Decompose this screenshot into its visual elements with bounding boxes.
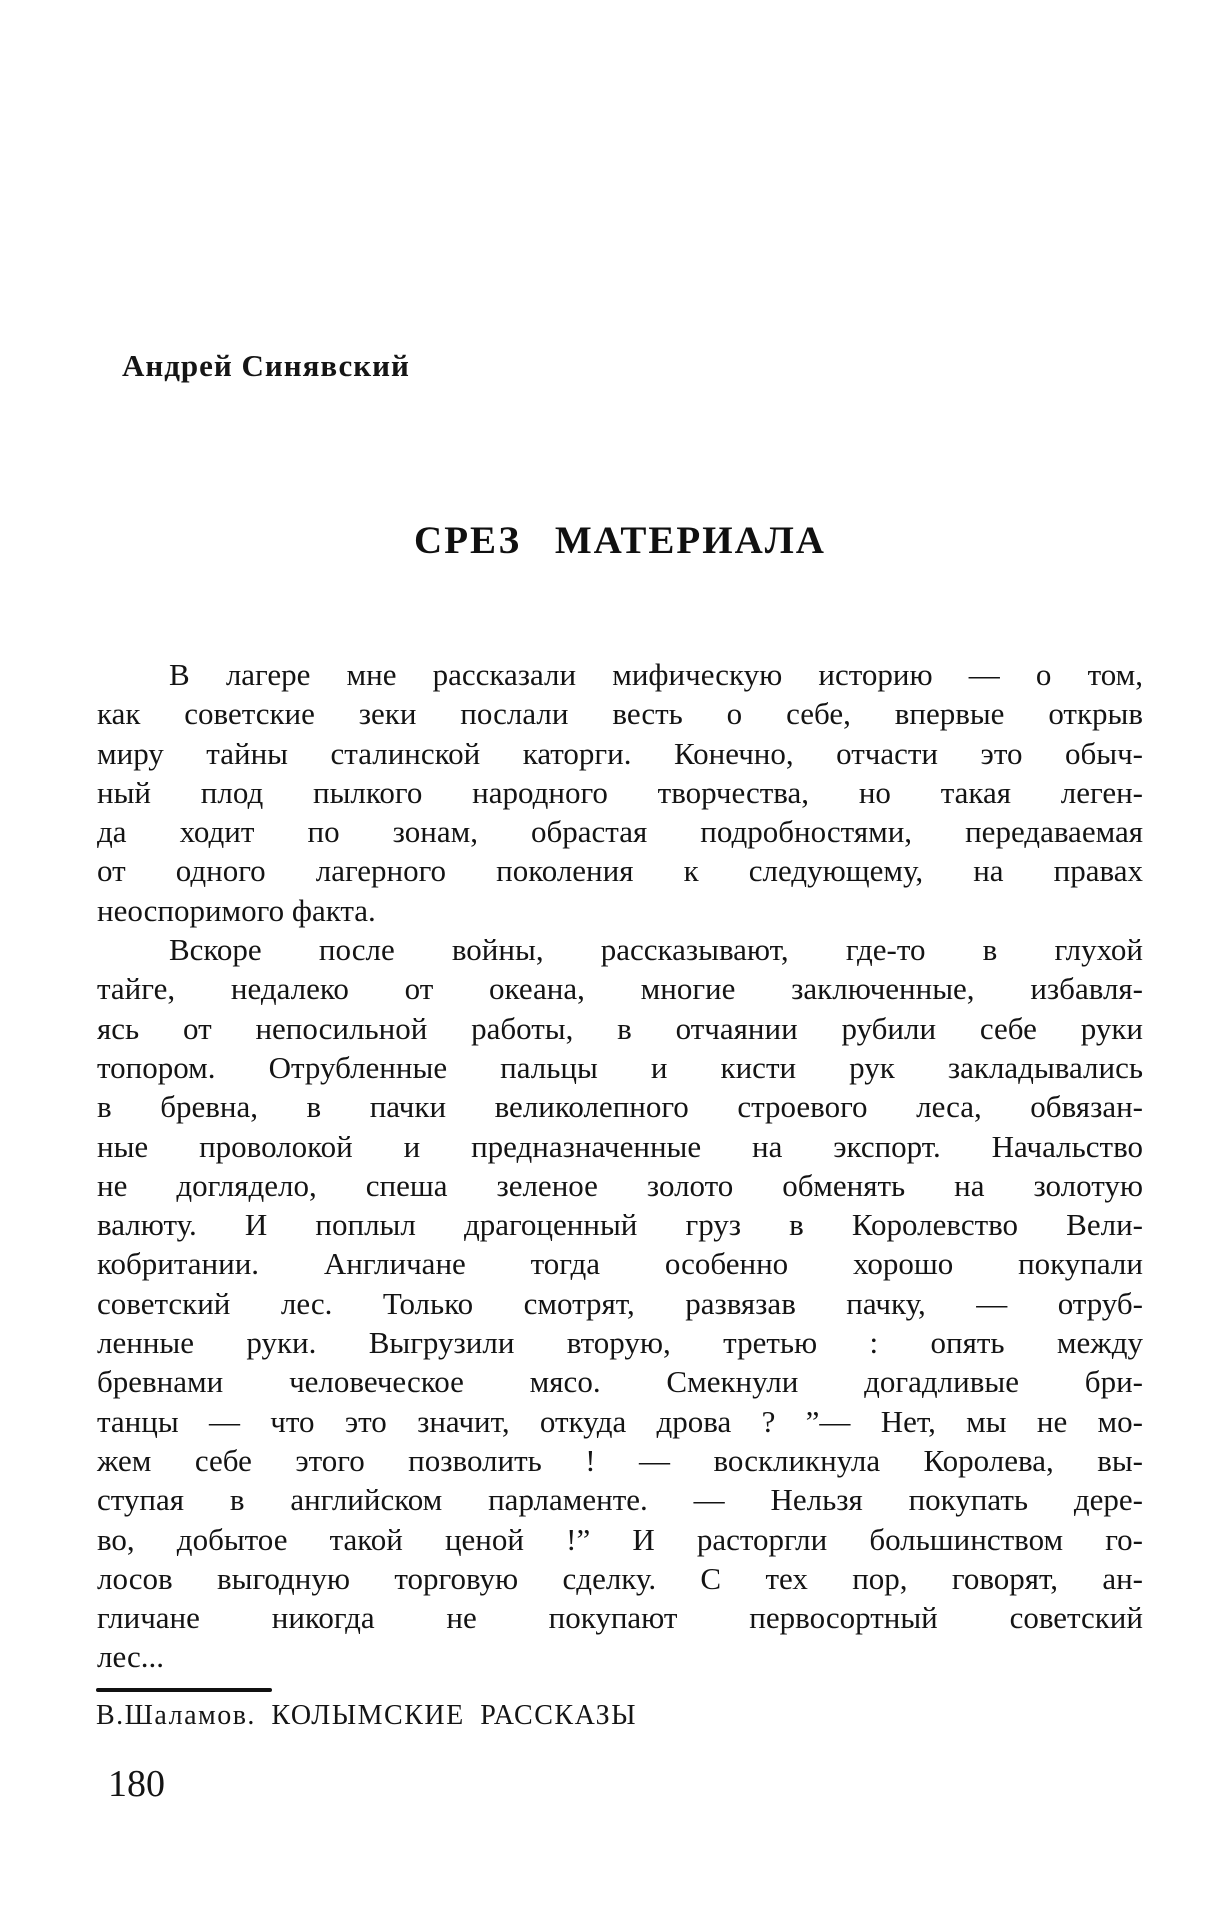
text-line: лес... (97, 1639, 165, 1675)
text-line: советский лес. Только смотрят, развязав пачку, — отруб- (97, 1285, 1143, 1321)
text-line: бревнами человеческое мясо. Смекнули догадливые бри- (97, 1364, 1143, 1400)
page-title: СРЕЗ МАТЕРИАЛА (414, 519, 826, 562)
text-line: топором. Отрубленные пальцы и кисти рук закладывались (97, 1049, 1143, 1085)
author-name: Андрей Синявский (122, 348, 410, 383)
text-line: от одного лагерного поколения к следующему, на правах (97, 853, 1143, 889)
text-line: лосов выгодную торговую сделку. С тех пор, говорят, ан- (97, 1560, 1143, 1596)
text-line: В лагере мне рассказали мифическую историю — о том, (169, 657, 1143, 692)
footnote-rule (96, 1688, 272, 1692)
text-line: во, добытое такой ценой !” И расторгли большинством го- (97, 1521, 1143, 1557)
text-line: да ходит по зонам, обрастая подробностями, передаваемая (97, 814, 1143, 850)
footnote-source: В.Шаламов. КОЛЫМСКИЕ РАССКАЗЫ (96, 1700, 638, 1731)
text-line: валюту. И поплыл драгоценный груз в Королевство Вели- (97, 1207, 1143, 1243)
text-line: Вскоре после войны, рассказывают, где-то в глухой (169, 932, 1143, 968)
text-line: ясь от непосильной работы, в отчаянии рубили себе руки (97, 1010, 1143, 1046)
page-number: 180 (108, 1763, 165, 1805)
text-line: ные проволокой и предназначенные на экспорт. Начальство (97, 1128, 1143, 1164)
text-line: ленные руки. Выгрузили вторую, третью : опять между (97, 1325, 1143, 1361)
text-line: кобритании. Англичане тогда особенно хорошо покупали (97, 1246, 1143, 1282)
text-line: в бревна, в пачки великолепного строевого леса, обвязан- (97, 1089, 1143, 1125)
text-line: тайге, недалеко от океана, многие заключенные, избавля- (97, 971, 1143, 1007)
text-line: танцы — что это значит, откуда дрова ? ”— Нет, мы не мо- (97, 1403, 1143, 1439)
text-line: жем себе этого позволить ! — воскликнула Королева, вы- (97, 1442, 1143, 1478)
text-line: неоспоримого факта. (97, 892, 376, 928)
text-line: миру тайны сталинской каторги. Конечно, отчасти это обыч- (97, 735, 1143, 771)
text-line: не доглядело, спеша зеленое золото обменять на золотую (97, 1167, 1143, 1203)
text-line: гличане никогда не покупают первосортный советский (97, 1600, 1143, 1636)
body-text (97, 655, 1143, 1677)
text-line: ный плод пылкого народного творчества, но такая леген- (97, 774, 1143, 810)
text-line: ступая в английском парламенте. — Нельзя покупать дере- (97, 1482, 1143, 1518)
text-line: как советские зеки послали весть о себе, впервые открыв (97, 696, 1143, 732)
